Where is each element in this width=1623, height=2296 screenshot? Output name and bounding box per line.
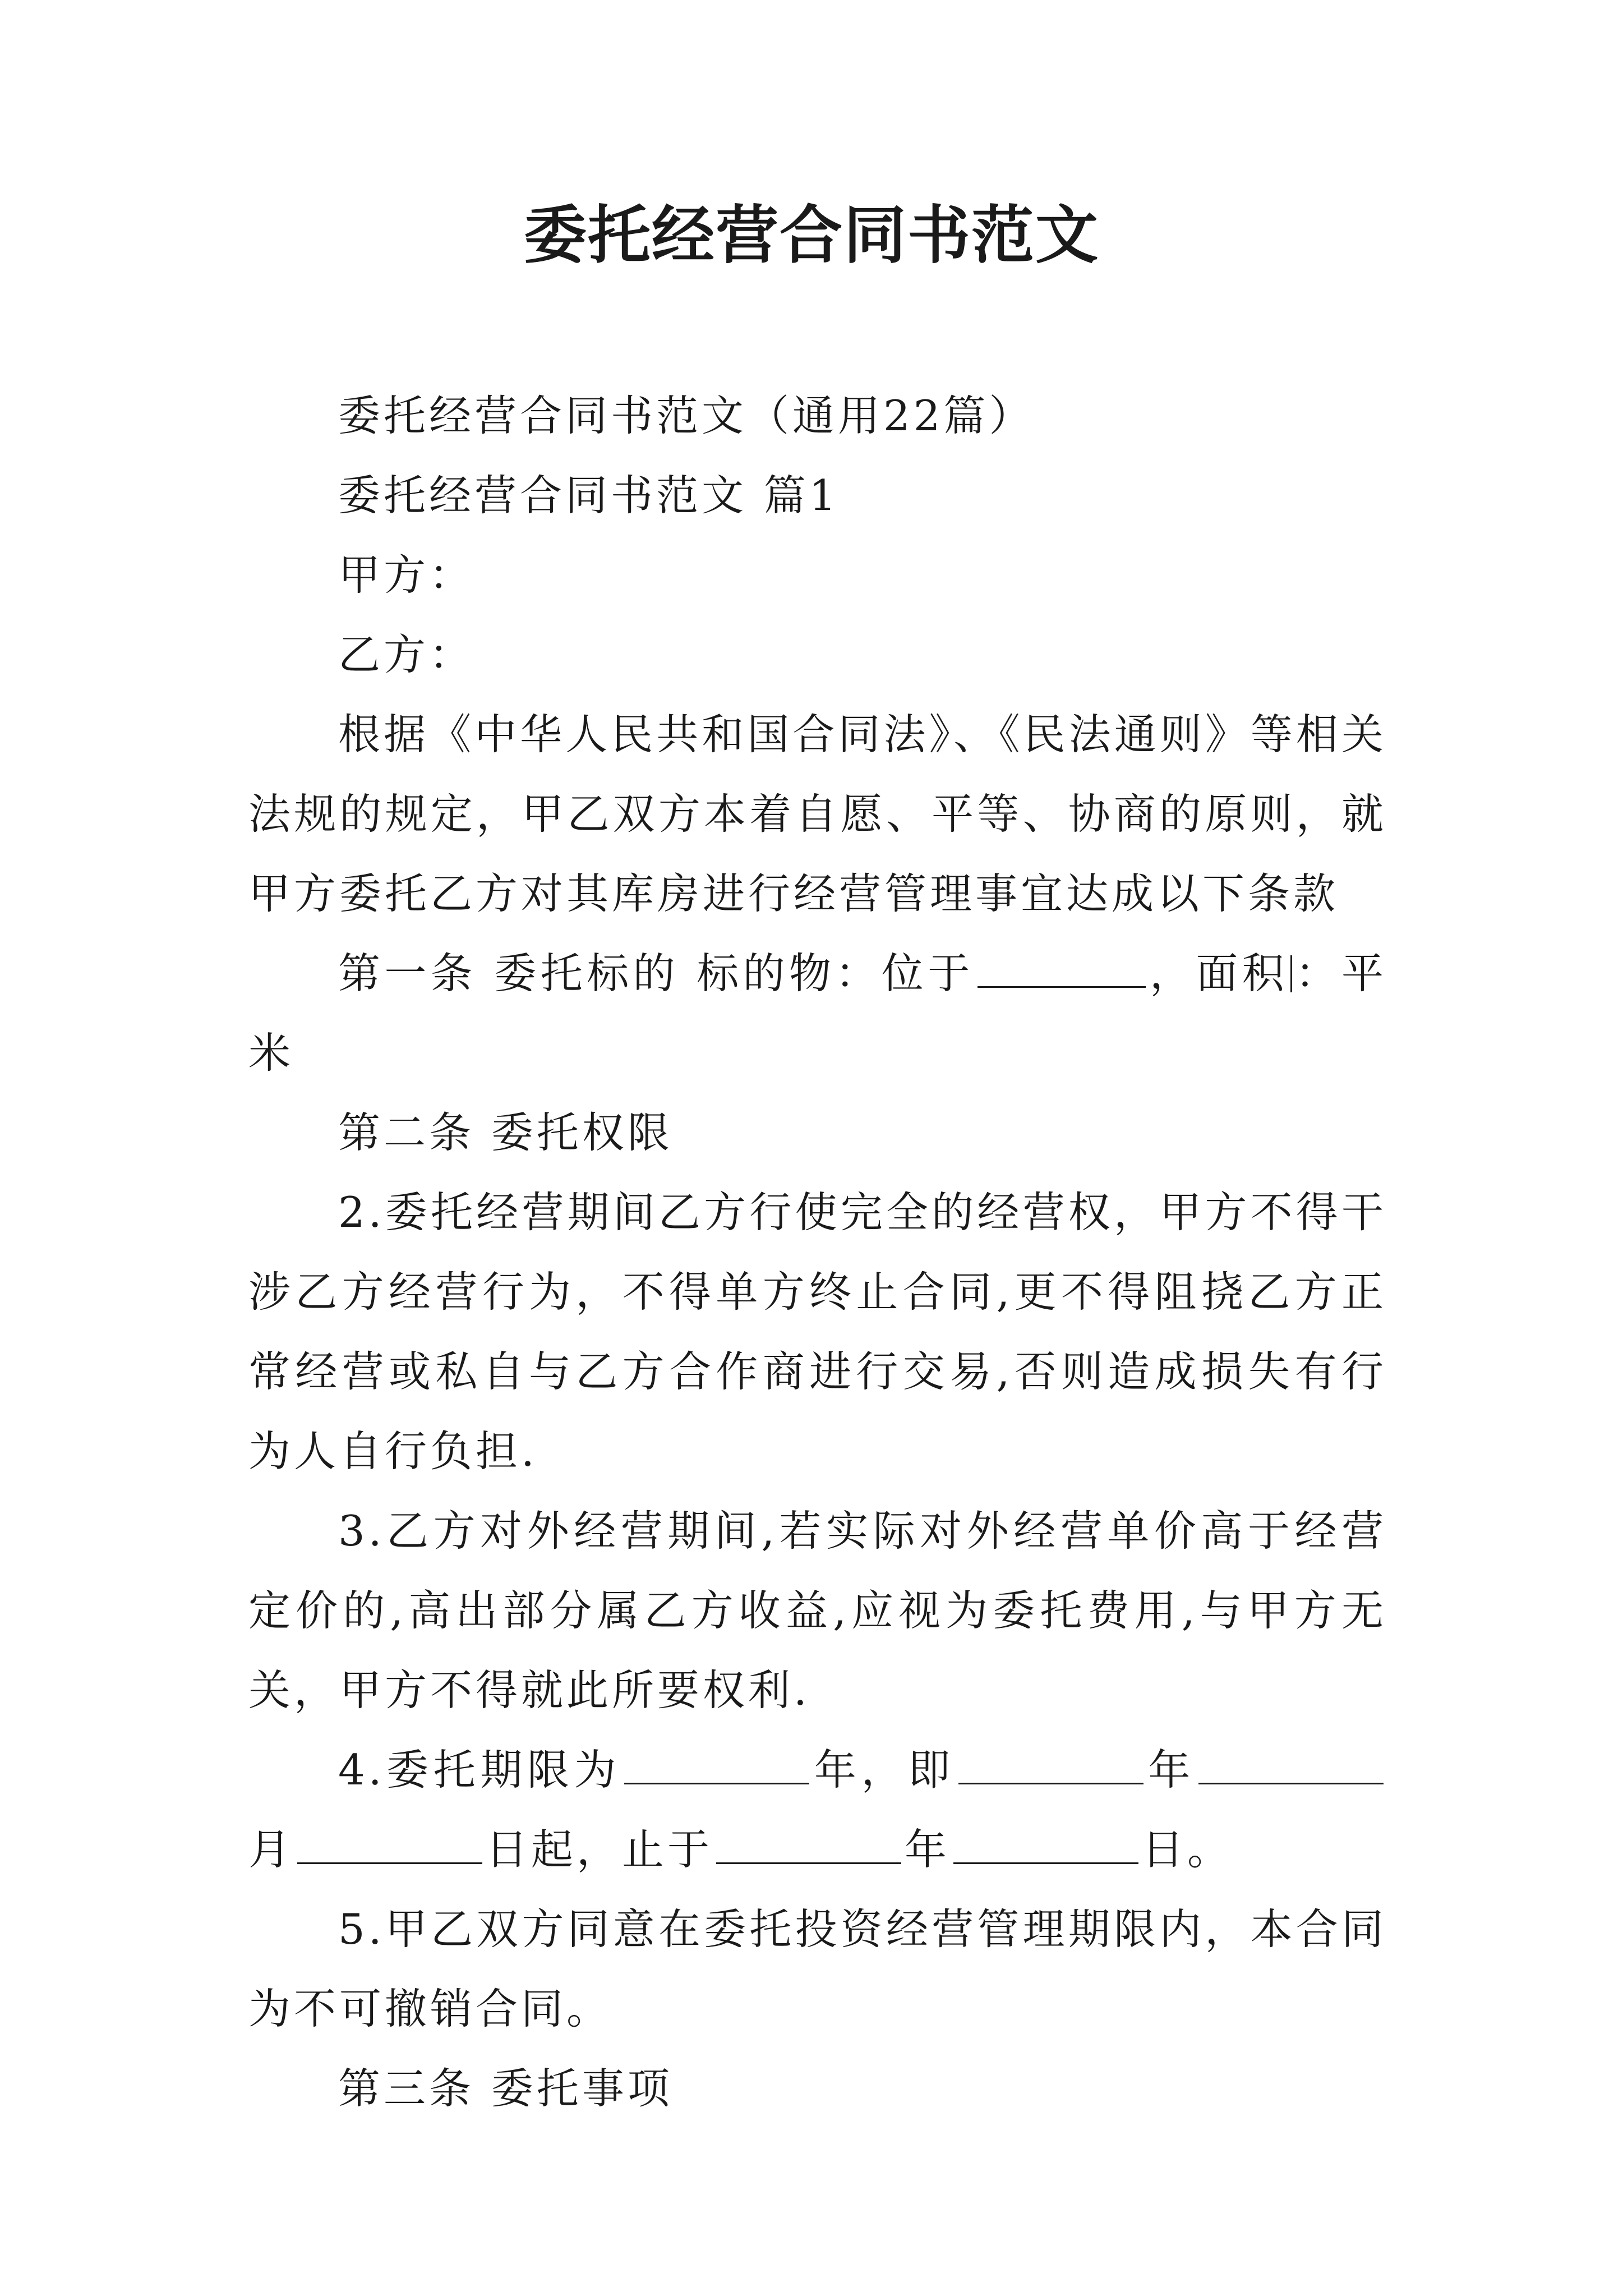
text-cursor bbox=[1290, 955, 1292, 992]
clause-4-text-d: 月 bbox=[248, 1825, 294, 1874]
article-3-heading: 第三条 委托事项 bbox=[338, 2064, 673, 2113]
clause-4-text-g: 日。 bbox=[1142, 1825, 1233, 1874]
clause-4-text-e: 日起，止于 bbox=[486, 1825, 713, 1874]
preamble-paragraph: 根据《中华人民共和国合同法》、《民法通则》等相关法规的规定，甲乙双方本着自愿、平等、协商的原则，就甲方委托乙方对其库房进行经营管理事宜达成以下条款 bbox=[248, 710, 1387, 918]
document-body bbox=[248, 376, 1387, 2128]
article-1-text-b: ，面积 bbox=[1149, 949, 1289, 998]
subtitle-line: 委托经营合同书范文（通用22篇） bbox=[338, 391, 1035, 440]
party-b-line: 乙方： bbox=[338, 630, 475, 679]
term-years-blank bbox=[624, 1749, 809, 1784]
start-month-blank bbox=[1198, 1749, 1384, 1784]
start-day-blank bbox=[297, 1829, 482, 1864]
section-heading: 委托经营合同书范文 篇1 bbox=[338, 471, 840, 520]
clause-3-paragraph: 3.乙方对外经营期间,若实际对外经营单价高于经营定价的,高出部分属乙方收益,应视为委托费用,与甲方无关，甲方不得就此所要权利. bbox=[248, 1506, 1387, 1715]
clause-2-paragraph: 2.委托经营期间乙方行使完全的经营权，甲方不得干涉乙方经营行为，不得单方终止合同,更不得阻挠乙方正常经营或私自与乙方合作商进行交易,否则造成损失有行为人自行负担. bbox=[248, 1188, 1387, 1476]
clause-4-text-f: 年 bbox=[905, 1825, 951, 1874]
clause-4-text-c: 年 bbox=[1146, 1745, 1195, 1795]
article-1-text-a: 第一条 委托标的 标的物：位于 bbox=[338, 949, 974, 998]
article-1-text-c: ：平米 bbox=[248, 949, 1387, 1078]
clause-4-text-b: 年，即 bbox=[813, 1745, 955, 1795]
party-a-line: 甲方： bbox=[338, 550, 475, 600]
clause-4-paragraph bbox=[248, 1730, 1387, 1889]
article-1-paragraph bbox=[248, 933, 1387, 1093]
location-blank bbox=[978, 953, 1146, 988]
clause-5-paragraph: 5.甲乙双方同意在委托投资经营管理期限内，本合同为不可撤销合同。 bbox=[248, 1904, 1387, 2033]
end-year-blank bbox=[716, 1829, 901, 1864]
clause-4-text-a: 4.委托期限为 bbox=[338, 1745, 621, 1795]
article-2-heading: 第二条 委托权限 bbox=[338, 1108, 673, 1157]
document-title: 委托经营合同书范文 bbox=[524, 199, 1099, 272]
start-year-blank bbox=[958, 1749, 1144, 1784]
end-day-blank bbox=[953, 1829, 1138, 1864]
